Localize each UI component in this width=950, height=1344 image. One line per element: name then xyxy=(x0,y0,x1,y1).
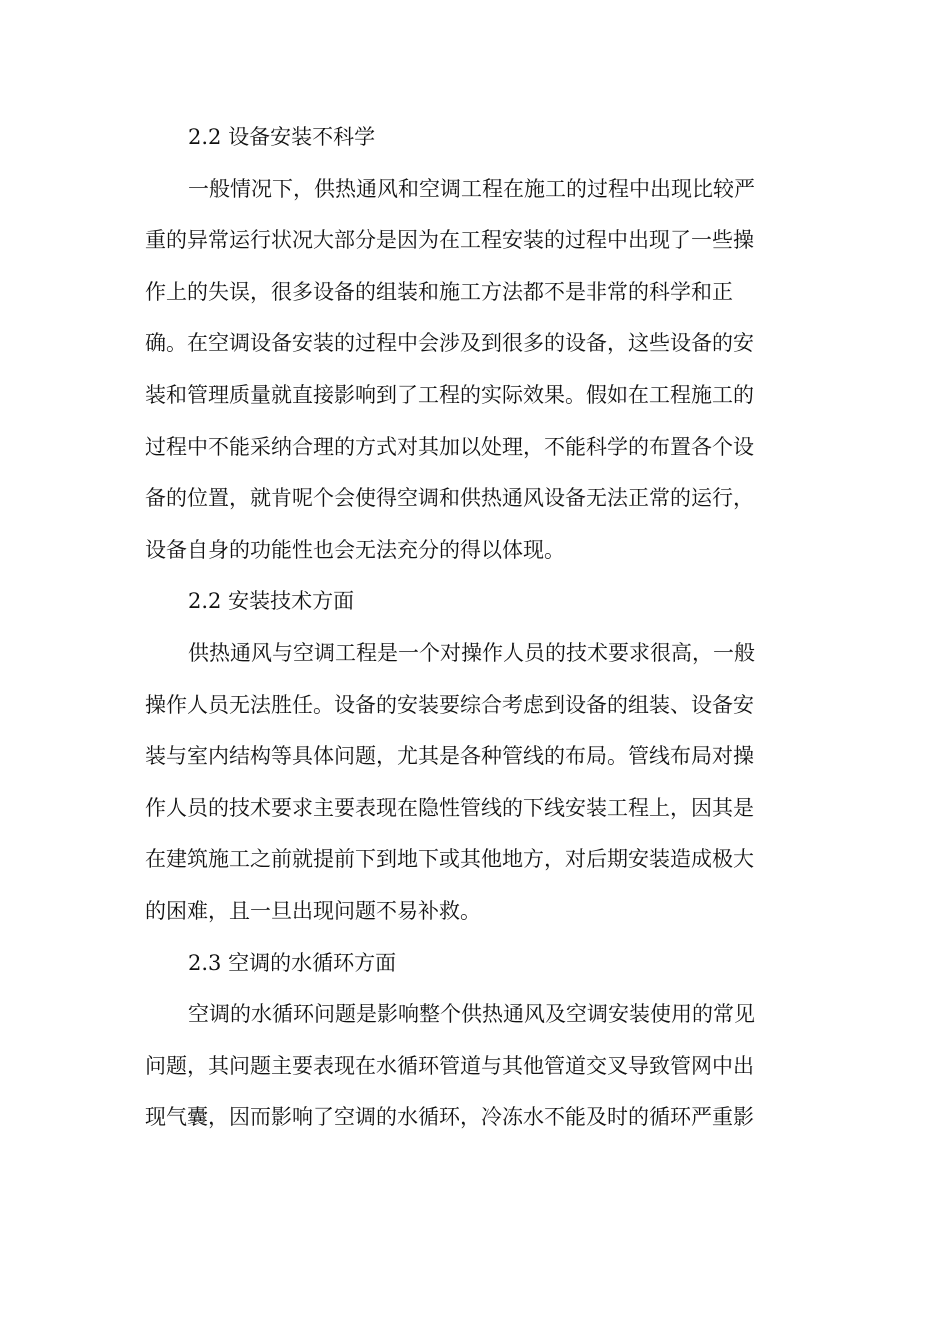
paragraph-line: 作人员的技术要求主要表现在隐性管线的下线安装工程上，因其是 xyxy=(145,795,754,820)
paragraph-line: 装与室内结构等具体问题，尤其是各种管线的布局。管线布局对操 xyxy=(145,744,754,769)
paragraph-line: 供热通风与空调工程是一个对操作人员的技术要求很高，一般 xyxy=(188,640,755,665)
paragraph-line: 在建筑施工之前就提前下到地下或其他地方，对后期安装造成极大 xyxy=(145,847,754,872)
paragraph-line: 现气囊，因而影响了空调的水循环，冷冻水不能及时的循环严重影 xyxy=(145,1105,754,1130)
paragraph-line: 设备自身的功能性也会无法充分的得以体现。 xyxy=(145,537,565,562)
paragraph-line: 备的位置，就肯呢个会使得空调和供热通风设备无法正常的运行， xyxy=(145,486,754,511)
paragraph-line: 空调的水循环问题是影响整个供热通风及空调安装使用的常见 xyxy=(188,1002,755,1027)
paragraph-line: 装和管理质量就直接影响到了工程的实际效果。假如在工程施工的 xyxy=(145,382,754,407)
section-heading-2-2a: 2.2 设备安装不科学 xyxy=(188,125,376,149)
paragraph-line: 一般情况下，供热通风和空调工程在施工的过程中出现比较严 xyxy=(188,176,755,201)
paragraph-line: 重的异常运行状况大部分是因为在工程安装的过程中出现了一些操 xyxy=(145,228,754,253)
section-heading-2-3: 2.3 空调的水循环方面 xyxy=(188,950,397,975)
paragraph-line: 过程中不能采纳合理的方式对其加以处理，不能科学的布置各个设 xyxy=(145,434,754,459)
paragraph-line: 操作人员无法胜任。设备的安装要综合考虑到设备的组装、设备安 xyxy=(145,692,754,717)
document-body xyxy=(145,112,795,1144)
section-heading-2-2b: 2.2 安装技术方面 xyxy=(188,589,355,614)
paragraph-line: 问题，其问题主要表现在水循环管道与其他管道交叉导致管网中出 xyxy=(145,1053,754,1078)
paragraph-line: 作上的失误，很多设备的组装和施工方法都不是非常的科学和正 xyxy=(145,279,733,304)
paragraph-line: 确。在空调设备安装的过程中会涉及到很多的设备，这些设备的安 xyxy=(145,331,754,356)
paragraph-line: 的困难，且一旦出现问题不易补救。 xyxy=(145,898,481,923)
